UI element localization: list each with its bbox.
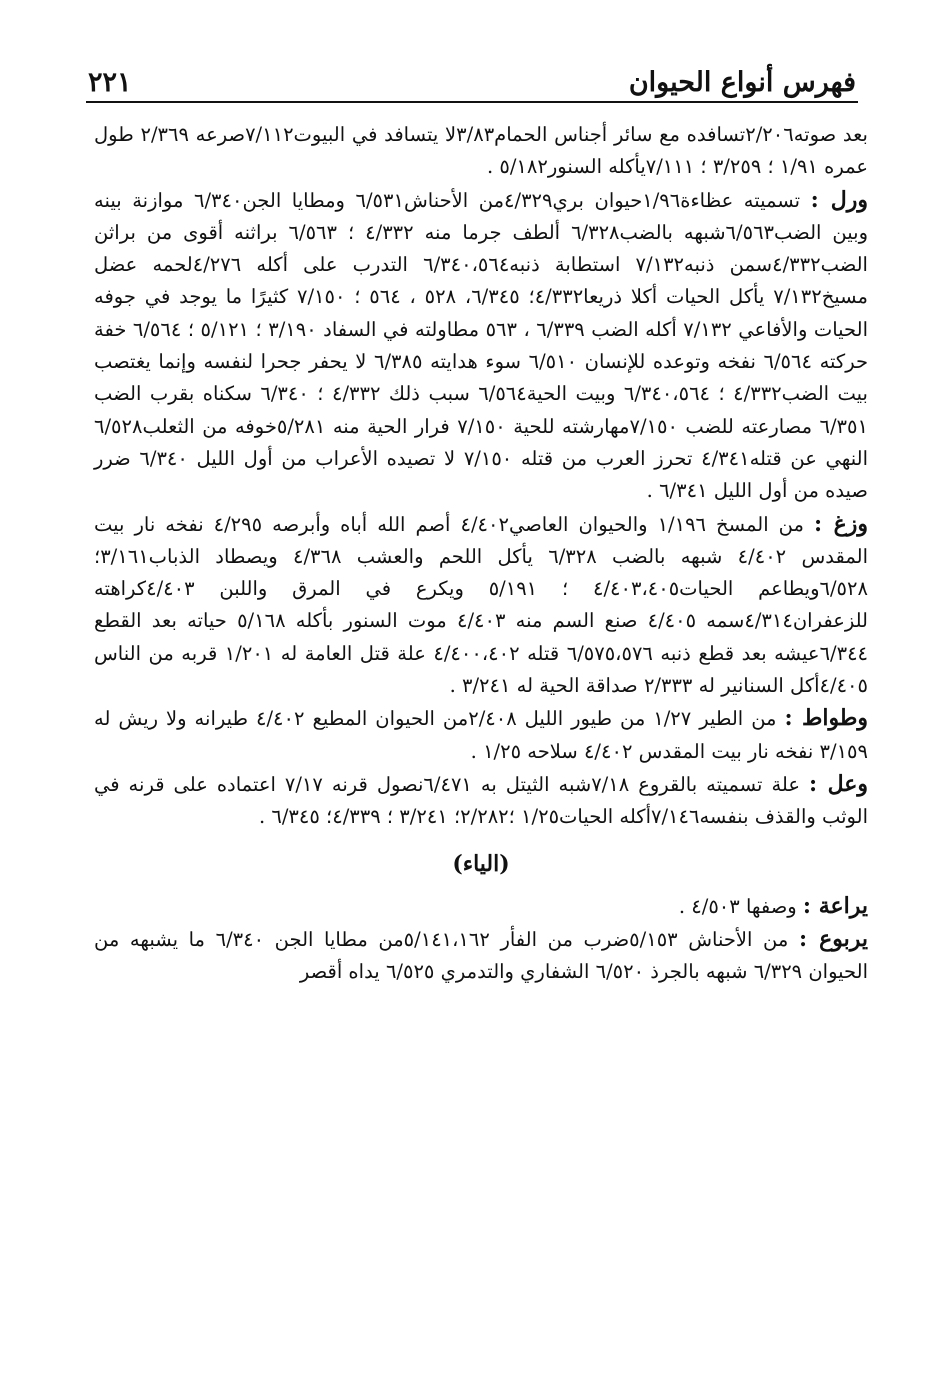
page-number: ٢٢١ [88, 67, 132, 98]
entry-text: تسميته عظاءة١/٩٦حيوان بري٤/٣٢٩من الأحناش٦/٥٣١ ومطايا الجن٦/٣٤٠ موازنة بينه وبين الضب٦/٥٦٣شبهه بالضب٦/٣٢٨ ألطف جرما منه ٤/٣٣٢ ؛ ٦/٥٦٣ براثنه أقوى من براثن الضب٤/٣٣٢سمن ذنبه٧/١٣٢ استطابة ذنبه٦/٣٤٠،٥٦٤ التدرب على أكله ٤/٢٧٦لحمه عضل مسيخ٧/١٣٢ يأكل الحيات أكلا ذريعا٤/٣٣٢؛ ٦/٣٤٥، ٥٢٨ ، ٥٦٤ ؛ ٧/١٥٠ كثيرًا ما يوجد في جوفه الحيات والأفاعي ٧/١٣٢ أكله الضب ٦/٣٣٩ ، ٥٦٣ مطاولته في السفاد ٣/١٩٠ ؛ ٥/١٢١ ؛ ٦/٥٦٤ خفة حركته ٦/٥٦٤ نفخه وتوعده للإنسان ٦/٥١٠ سوء هدايته ٦/٣٨٥ لا يحفر جحرا لنفسه وإنما يغتصب بيت الضب٤/٣٣٢ ؛ ٦/٣٤٠،٥٦٤ وبيت الحية٦/٥٦٤ سبب ذلك ٤/٣٣٢ ؛ ٦/٣٤٠ سكناه بقرب الضب ٦/٣٥١ مصارعته للضب ٧/١٥٠مهارشته للحية ٧/١٥٠ فرار الحية منه ٥/٢٨١خوفه من الثعلب٦/٥٢٨ النهي عن قتله٤/٣٤١ تحرز العرب من قتله ٧/١٥٠ لا تصيده الأعراب من أول الليل ٦/٣٤٠ ضرر صيده من أول الليل ٦/٣٤١ . [94, 188, 869, 503]
index-entry-wazagh [94, 508, 868, 703]
index-entry-waral [94, 184, 868, 508]
entry-text: علة تسميته بالقروع ٧/١٨شبه الثيتل به ٦/٤٧١نصول قرنه ٧/١٧ اعتماده على قرنه في الوثب والقذف بنفسه٧/١٤٦أكله الحيات١/٢٥ ؛٢/٢٨٢؛ ٣/٢٤١ ؛ ٤/٣٣٩؛ ٦/٣٤٥ . [94, 772, 868, 829]
page-header [88, 56, 856, 98]
entry-headword: وزغ : [814, 510, 868, 537]
entry-headword: يراعة : [802, 892, 868, 919]
entry-headword: يربوع : [798, 926, 868, 953]
index-entry-watwat [94, 702, 868, 768]
index-content [94, 118, 868, 989]
entry-headword: وعل : [809, 770, 869, 797]
header-rule [86, 101, 858, 103]
index-entry-wa3l [94, 768, 868, 834]
entry-headword: ورل : [810, 186, 868, 213]
index-entry-yarbu3 [94, 923, 868, 989]
index-entry-continuation [94, 118, 868, 184]
entry-text: من الأحناش ٥/١٥٣ضرب من الفأر ٥/١٤١،١٦٢من مطايا الجن ٦/٣٤٠ ما يشبهه من الحيوان ٦/٣٢٩ شبهه بالجرذ ٦/٥٢٠ الشفاري والتدمري ٦/٥٢٥ يداه أقصر [94, 928, 868, 984]
entry-headword: وطواط : [784, 705, 868, 732]
entry-text: من المسخ ١/١٩٦ والحيوان العاصي٤/٤٠٢ أصم الله أباه وأبرصه ٤/٢٩٥ نفخه نار بيت المقدس ٤/٤٠٢ شبهه بالضب ٦/٣٢٨ يأكل اللحم والعشب ٤/٣٦٨ ويصطاد الذباب٣/١٦١؛٦/٥٢٨ويطاعم الحيات٤/٤٠٣،٤٠٥ ؛ ٥/١٩١ ويكرع في المرق واللبن ٤/٤٠٣كراهته للزعفران٤/٣١٤سمه ٤/٤٠٥ صنع السم منه ٤/٤٠٣ موت السنور بأكله ٥/١٦٨ حياته بعد القطع ٦/٣٤٤عيشه بعد قطع ذنبه ٦/٥٧٥،٥٧٦ قتله ٤/٤٠٠،٤٠٢ علة قتل العامة له ١/٢٠١ قربه من الناس ٤/٤٠٥أكل السنانير له ٢/٣٣٣ صداقة الحية له ٣/٢٤١ . [94, 512, 869, 698]
entry-text: وصفها ٤/٥٠٣ . [678, 894, 797, 918]
entry-text: بعد صوته٢/٢٠٦تسافده مع سائر أجناس الحمام٣/٨٣لا يتسافد في البيوت٧/١١٢صرعه ٢/٣٦٩ طول عمره ١/٩١ ؛ ٣/٢٥٩ ؛ ٧/١١١يأكله السنور٥/١٨٢ . [94, 123, 868, 179]
section-heading-ya: (الياء) [452, 850, 510, 877]
entry-text: من الطير ١/٢٧ من طيور الليل ٢/٤٠٨من الحيوان المطيع ٤/٤٠٢ طيرانه ولا ريش له ٣/١٥٩ نفخه نار بيت المقدس ٤/٤٠٢ سلاحه ١/٢٥ . [94, 707, 868, 763]
index-entry-yara3a [94, 890, 868, 923]
running-title: فهرس أنواع الحيوان [628, 67, 856, 98]
